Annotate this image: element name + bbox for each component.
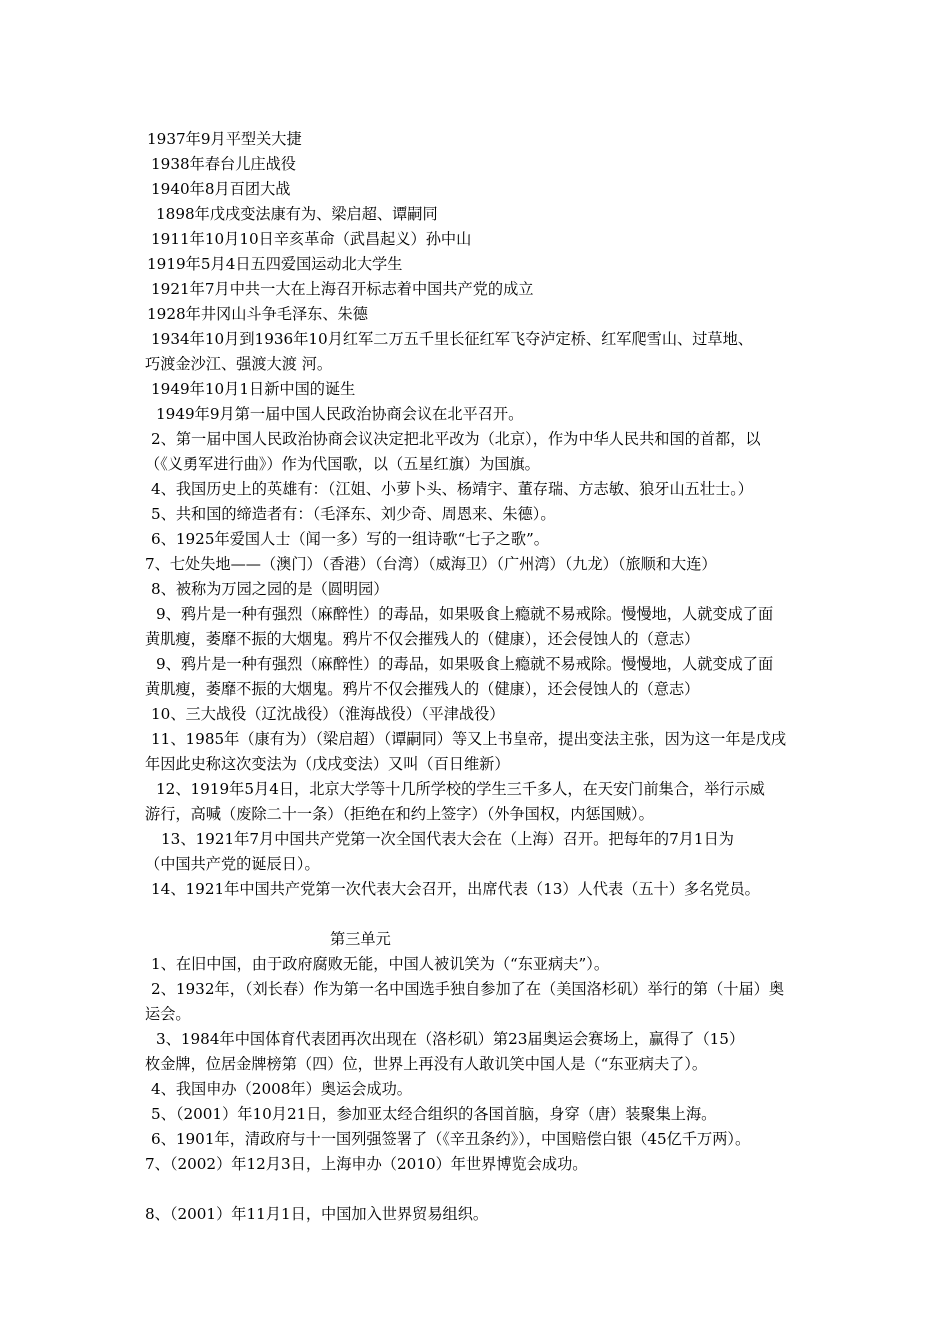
text-line: 7、（2002）年12月3日，上海申办（2010）年世界博览会成功。 bbox=[145, 1155, 588, 1173]
text-line: 黄肌瘦，萎靡不振的大烟鬼。鸦片不仅会摧残人的（健康），还会侵蚀人的（意志） bbox=[145, 630, 700, 648]
text-line: 1911年10月10日辛亥革命（武昌起义）孙中山 bbox=[151, 230, 472, 248]
text-line: 年因此史称这次变法为（戊戌变法）又叫（百日维新） bbox=[145, 755, 510, 773]
section-heading: 第三单元 bbox=[330, 930, 391, 948]
text-line: 12、1919年5月4日，北京大学等十几所学校的学生三千多人，在天安门前集合，举行示威 bbox=[156, 780, 765, 798]
text-line: 1921年7月中共一大在上海召开标志着中国共产党的成立 bbox=[151, 280, 534, 298]
text-line: 5、共和国的缔造者有：（毛泽东、刘少奇、周恩来、朱德）。 bbox=[151, 505, 556, 523]
text-line: 1934年10月到1936年10月红军二万五千里长征红军飞夺泸定桥、红军爬雪山、过草地、 bbox=[151, 330, 753, 348]
text-line: 8、被称为万园之园的是（圆明园） bbox=[151, 580, 389, 598]
text-line: （《义勇军进行曲》）作为代国歌，以（五星红旗）为国旗。 bbox=[145, 455, 540, 473]
text-line: 6、1925年爱国人士（闻一多）写的一组诗歌“七子之歌”。 bbox=[151, 530, 549, 548]
text-line: 11、1985年（康有为）（梁启超）（谭嗣同）等又上书皇帝，提出变法主张，因为这一年是戊戌 bbox=[151, 730, 787, 748]
text-line: 13、1921年7月中国共产党第一次全国代表大会在（上海）召开。把每年的7月1日为 bbox=[161, 830, 734, 848]
text-line: 游行，高喊（废除二十一条）（拒绝在和约上签字）（外争国权，内惩国贼）。 bbox=[145, 805, 654, 823]
text-line: 运会。 bbox=[145, 1005, 191, 1023]
text-line: 1、在旧中国，由于政府腐败无能，中国人被讥笑为（“东亚病夫”）。 bbox=[151, 955, 610, 973]
text-line: 4、我国历史上的英雄有：（江姐、小萝卜头、杨靖宇、董存瑞、方志敏、狼牙山五壮士。） bbox=[151, 480, 753, 498]
text-line: 4、我国申办（2008年）奥运会成功。 bbox=[151, 1080, 412, 1098]
text-line: 7、七处失地——（澳门）（香港）（台湾）（威海卫）（广州湾）（九龙）（旅顺和大连） bbox=[145, 555, 717, 573]
text-line: 1949年10月1日新中国的诞生 bbox=[151, 380, 356, 398]
text-line: 14、1921年中国共产党第一次代表大会召开，出席代表（13）人代表（五十）多名党员。 bbox=[151, 880, 760, 898]
text-line: 6、1901年，清政府与十一国列强签署了（《辛丑条约》），中国赔偿白银（45亿千万两）。 bbox=[151, 1130, 751, 1148]
text-line: 8、（2001）年11月1日，中国加入世界贸易组织。 bbox=[145, 1205, 489, 1223]
text-line: 1928年井冈山斗争毛泽东、朱德 bbox=[147, 305, 368, 323]
text-line: 1919年5月4日五四爱国运动北大学生 bbox=[147, 255, 403, 273]
text-line: 1938年春台儿庄战役 bbox=[151, 155, 296, 173]
text-line: 枚金牌，位居金牌榜第（四）位，世界上再没有人敢讥笑中国人是（“东亚病夫了）。 bbox=[145, 1055, 708, 1073]
text-line: 2、第一届中国人民政治协商会议决定把北平改为（北京），作为中华人民共和国的首都，以 bbox=[151, 430, 761, 448]
text-line: 1940年8月百团大战 bbox=[151, 180, 291, 198]
text-line: 巧渡金沙江、强渡大渡 河。 bbox=[145, 355, 333, 373]
text-line: 1949年9月第一届中国人民政治协商会议在北平召开。 bbox=[156, 405, 524, 423]
text-line: 1937年9月平型关大捷 bbox=[147, 130, 302, 148]
text-line: 2、1932年，（刘长春）作为第一名中国选手独自参加了在（美国洛杉矶）举行的第（十届）奥 bbox=[151, 980, 785, 998]
text-line: 10、三大战役（辽沈战役）（淮海战役）（平津战役） bbox=[151, 705, 505, 723]
text-line: 1898年戊戌变法康有为、梁启超、谭嗣同 bbox=[156, 205, 438, 223]
text-line: 5、（2001）年10月21日，参加亚太经合组织的各国首脑，身穿（唐）装聚集上海。 bbox=[151, 1105, 717, 1123]
text-line: （中国共产党的诞辰日）。 bbox=[145, 855, 320, 873]
text-line: 黄肌瘦，萎靡不振的大烟鬼。鸦片不仅会摧残人的（健康），还会侵蚀人的（意志） bbox=[145, 680, 700, 698]
text-line: 9、鸦片是一种有强烈（麻醉性）的毒品，如果吸食上瘾就不易戒除。慢慢地，人就变成了面 bbox=[156, 655, 774, 673]
text-line: 3、1984年中国体育代表团再次出现在（洛杉矶）第23届奥运会赛场上，赢得了（15） bbox=[156, 1030, 745, 1048]
text-line: 9、鸦片是一种有强烈（麻醉性）的毒品，如果吸食上瘾就不易戒除。慢慢地，人就变成了面 bbox=[156, 605, 774, 623]
